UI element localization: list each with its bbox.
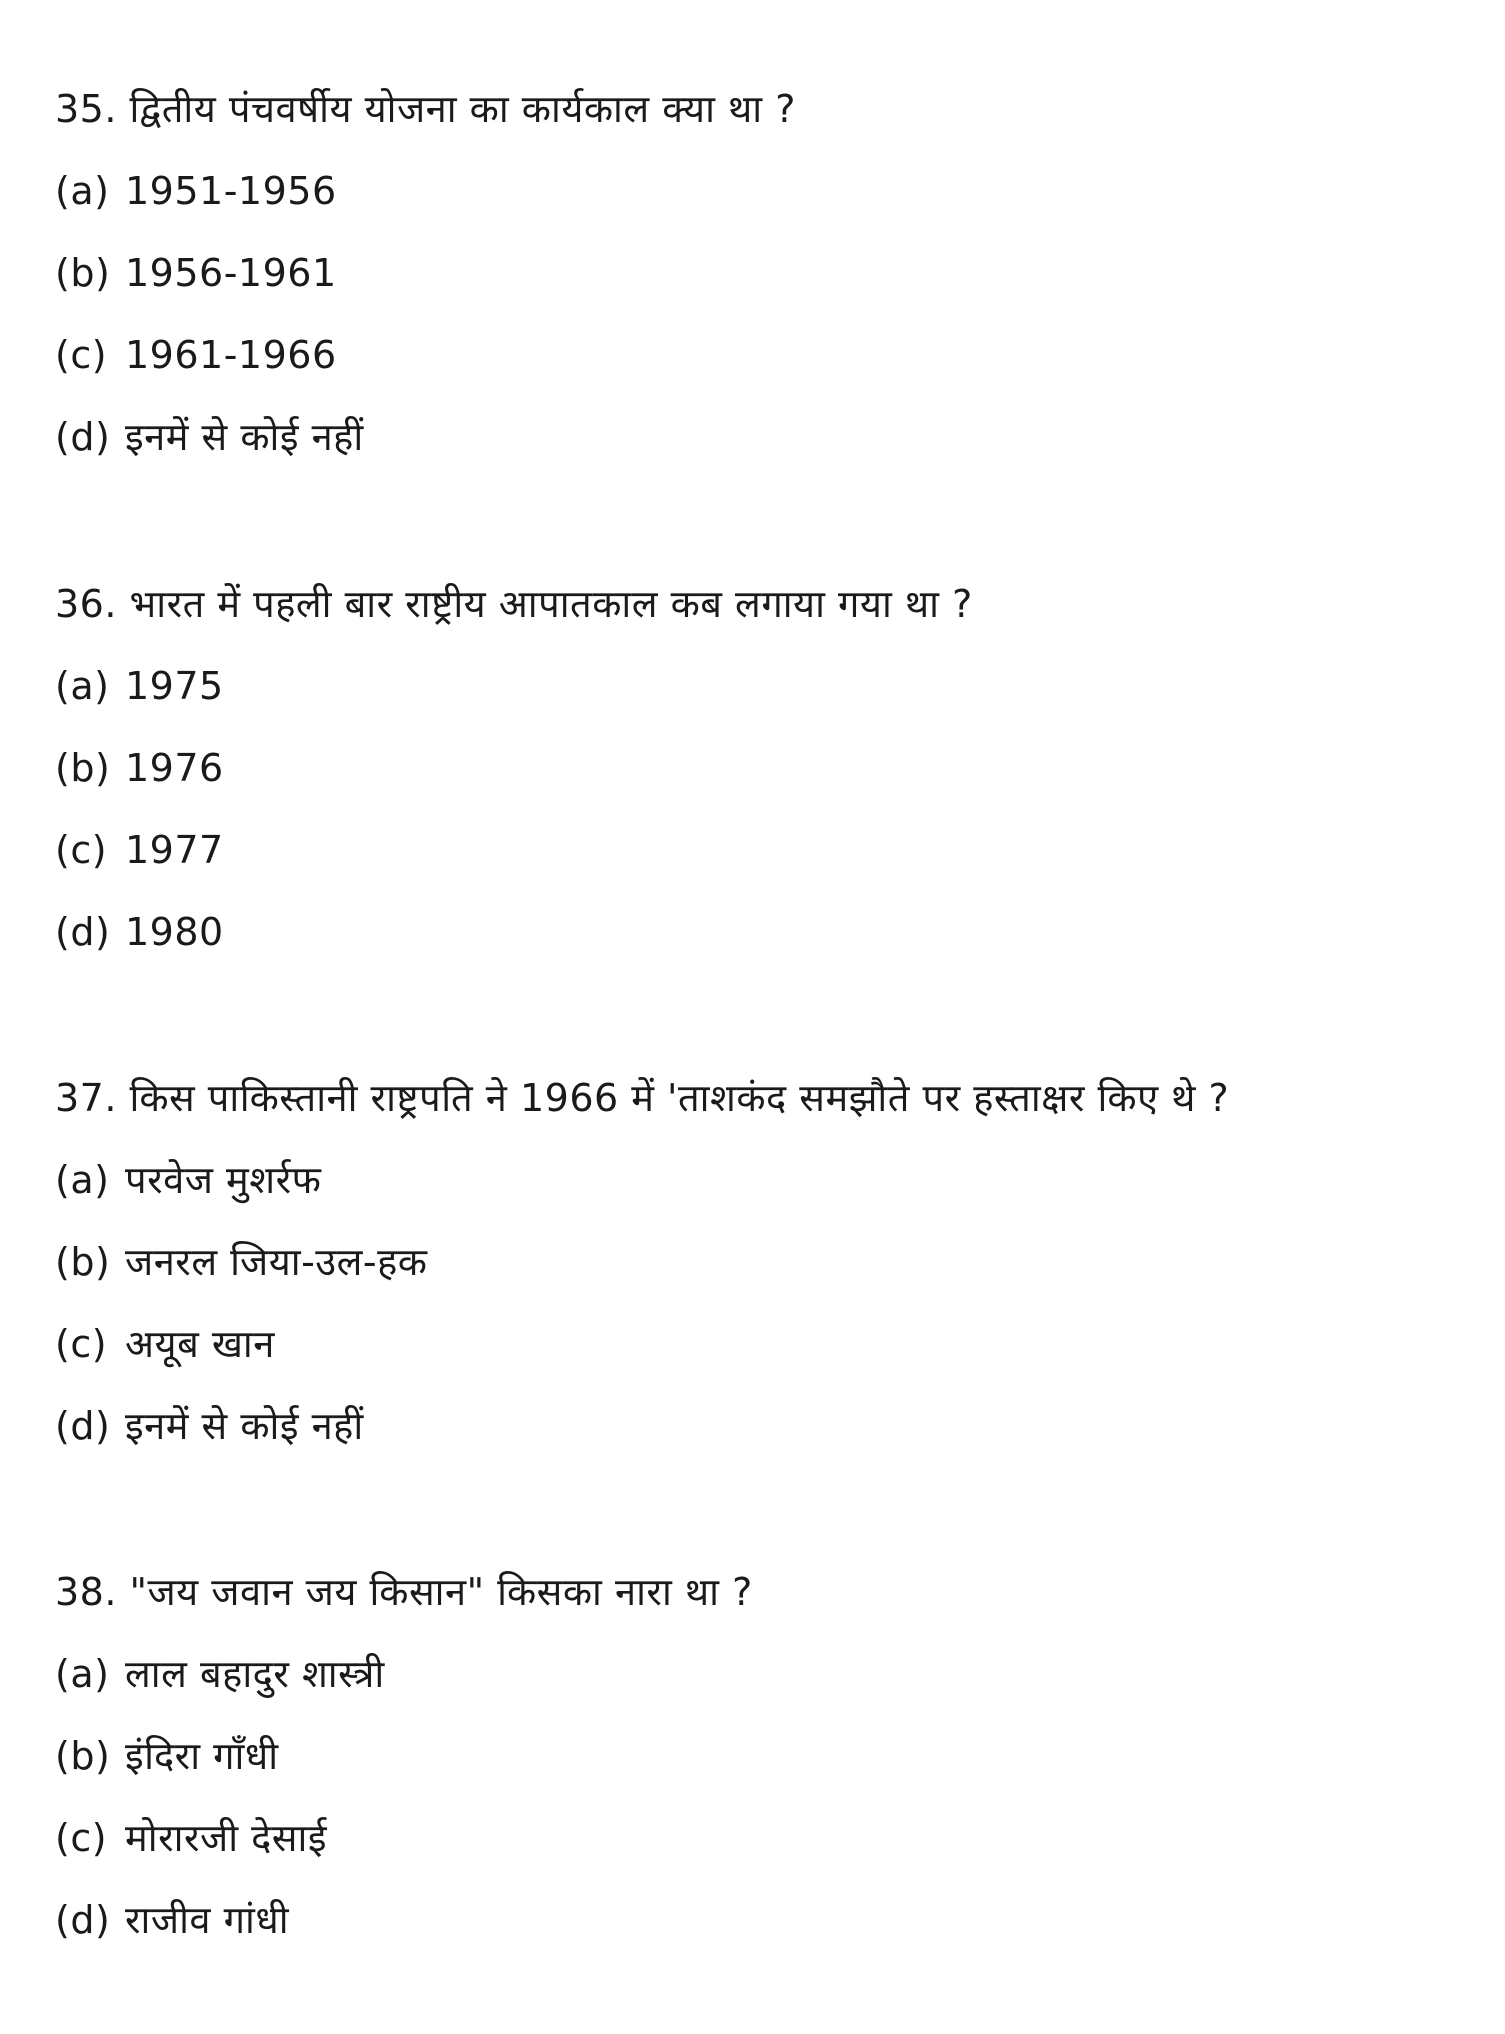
option-marker: (d) [55,1898,111,1942]
option-text: इंदिरा गाँधी [125,1734,279,1778]
option-text: 1980 [125,910,224,954]
option-c [55,809,1475,891]
option-marker: (b) [55,1734,111,1778]
option-marker: (c) [55,333,108,377]
option-text: मोरारजी देसाई [125,1816,327,1860]
question-text: 35. द्वितीय पंचवर्षीय योजना का कार्यकाल क्या था ? [55,87,796,131]
option-marker: (a) [55,1158,110,1202]
option-marker: (d) [55,415,111,459]
option-marker: (a) [55,169,110,213]
option-marker: (a) [55,1652,110,1696]
option-a [55,1139,1475,1221]
option-c [55,314,1475,396]
option-text: परवेज मुशर्रफ [125,1158,322,1202]
question-text: 38. "जय जवान जय किसान" किसका नारा था ? [55,1570,753,1614]
option-d [55,1385,1475,1467]
question-text: 37. किस पाकिस्तानी राष्ट्रपति ने 1966 में 'ताशकंद समझौते पर हस्ताक्षर किए थे ? [55,1076,1230,1120]
option-a [55,645,1475,727]
option-text: इनमें से कोई नहीं [125,415,364,459]
option-text: राजीव गांधी [125,1898,290,1942]
option-marker: (c) [55,1816,108,1860]
option-d [55,1879,1475,1961]
option-text: इनमें से कोई नहीं [125,1404,364,1448]
option-text: लाल बहादुर शास्त्री [125,1652,385,1696]
question-35 [55,68,1475,478]
option-marker: (c) [55,828,108,872]
option-text: 1961-1966 [125,333,337,377]
option-a [55,150,1475,232]
option-text: 1956-1961 [125,251,337,295]
option-marker: (d) [55,1404,111,1448]
option-b [55,232,1475,314]
option-marker: (b) [55,251,111,295]
question-text: 36. भारत में पहली बार राष्ट्रीय आपातकाल कब लगाया गया था ? [55,582,973,626]
option-d [55,396,1475,478]
option-c [55,1797,1475,1879]
option-d [55,891,1475,973]
option-c [55,1303,1475,1385]
question-36 [55,563,1475,973]
question-37 [55,1057,1475,1467]
option-text: 1951-1956 [125,169,337,213]
option-text: 1975 [125,664,224,708]
option-b [55,727,1475,809]
question-38 [55,1551,1475,1961]
option-b [55,1221,1475,1303]
option-text: 1976 [125,746,224,790]
option-marker: (b) [55,746,111,790]
option-text: 1977 [125,828,224,872]
option-text: अयूब खान [125,1322,275,1366]
option-text: जनरल जिया-उल-हक [125,1240,428,1284]
option-b [55,1715,1475,1797]
option-marker: (b) [55,1240,111,1284]
option-marker: (d) [55,910,111,954]
option-a [55,1633,1475,1715]
option-marker: (c) [55,1322,108,1366]
option-marker: (a) [55,664,110,708]
